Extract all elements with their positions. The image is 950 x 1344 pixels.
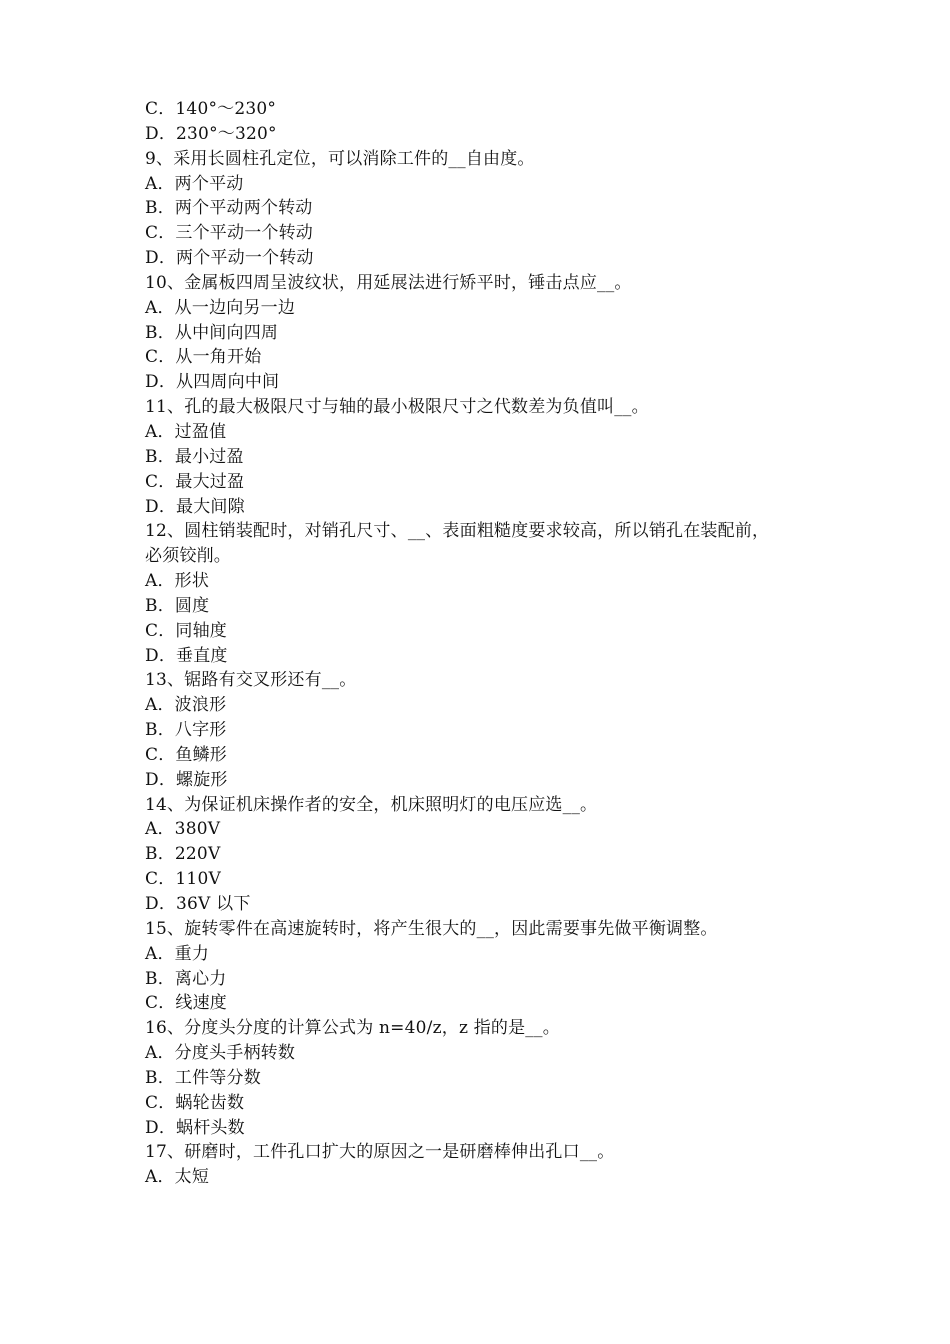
option-b-q13: B．八字形: [145, 720, 227, 741]
option-c-q13: C．鱼鳞形: [145, 744, 228, 765]
option-b-q9: B．两个平动两个转动: [145, 198, 313, 219]
option-d-q13: D．螺旋形: [145, 769, 228, 790]
question-17: 17、研磨时，工件孔口扩大的原因之一是研磨棒伸出孔口__。: [145, 1142, 615, 1163]
option-d-q8: D．230°～320°: [145, 123, 277, 144]
question-text-block: [145, 97, 815, 1190]
option-a-q9: A．两个平动: [145, 173, 244, 194]
option-d-q14: D．36V 以下: [145, 894, 251, 914]
option-d-q12: D．垂直度: [145, 645, 228, 666]
option-a-q11: A．过盈值: [145, 421, 227, 442]
option-a-q12: A．形状: [145, 571, 210, 592]
option-b-q15: B．离心力: [145, 968, 227, 989]
option-c-q8: C．140°～230°: [145, 99, 277, 119]
question-11: 11、孔的最大极限尺寸与轴的最小极限尺寸之代数差为负值叫__。: [145, 397, 649, 418]
option-c-q16: C．蜗轮齿数: [145, 1092, 245, 1113]
option-c-q9: C．三个平动一个转动: [145, 223, 314, 244]
question-15: 15、旋转零件在高速旋转时，将产生很大的__，因此需要事先做平衡调整。: [145, 918, 718, 939]
option-b-q14: B．220V: [145, 844, 221, 865]
option-a-q16: A．分度头手柄转数: [145, 1043, 296, 1064]
question-9: 9、采用长圆柱孔定位，可以消除工件的__自由度。: [145, 148, 535, 169]
option-a-q10: A．从一边向另一边: [145, 297, 296, 318]
option-a-q17: A．太短: [145, 1167, 210, 1188]
option-b-q16: B．工件等分数: [145, 1067, 261, 1088]
question-12-line-1: 12、圆柱销装配时，对销孔尺寸、__、表面粗糙度要求较高，所以销孔在装配前，: [145, 521, 770, 542]
question-12-line-2: 必须铰削。: [145, 546, 231, 567]
option-c-q12: C．同轴度: [145, 620, 228, 641]
option-d-q10: D．从四周向中间: [145, 372, 280, 393]
option-c-q14: C．110V: [145, 869, 221, 890]
question-14: 14、为保证机床操作者的安全，机床照明灯的电压应选__。: [145, 794, 598, 815]
option-a-q14: A．380V: [145, 819, 221, 840]
option-b-q12: B．圆度: [145, 595, 210, 616]
question-16: 16、分度头分度的计算公式为 n=40/z，z 指的是__。: [145, 1018, 560, 1039]
option-d-q11: D．最大间隙: [145, 496, 245, 517]
question-13: 13、锯路有交叉形还有__。: [145, 670, 357, 691]
option-b-q10: B．从中间向四周: [145, 322, 279, 343]
option-d-q9: D．两个平动一个转动: [145, 248, 314, 269]
option-c-q11: C．最大过盈: [145, 471, 245, 492]
option-a-q13: A．波浪形: [145, 695, 227, 716]
option-b-q11: B．最小过盈: [145, 446, 244, 467]
option-a-q15: A．重力: [145, 943, 210, 964]
option-c-q10: C．从一角开始: [145, 347, 262, 368]
option-d-q16: D．蜗杆头数: [145, 1117, 245, 1138]
option-c-q15: C．线速度: [145, 993, 228, 1014]
question-10: 10、金属板四周呈波纹状，用延展法进行矫平时，锤击点应__。: [145, 272, 632, 293]
